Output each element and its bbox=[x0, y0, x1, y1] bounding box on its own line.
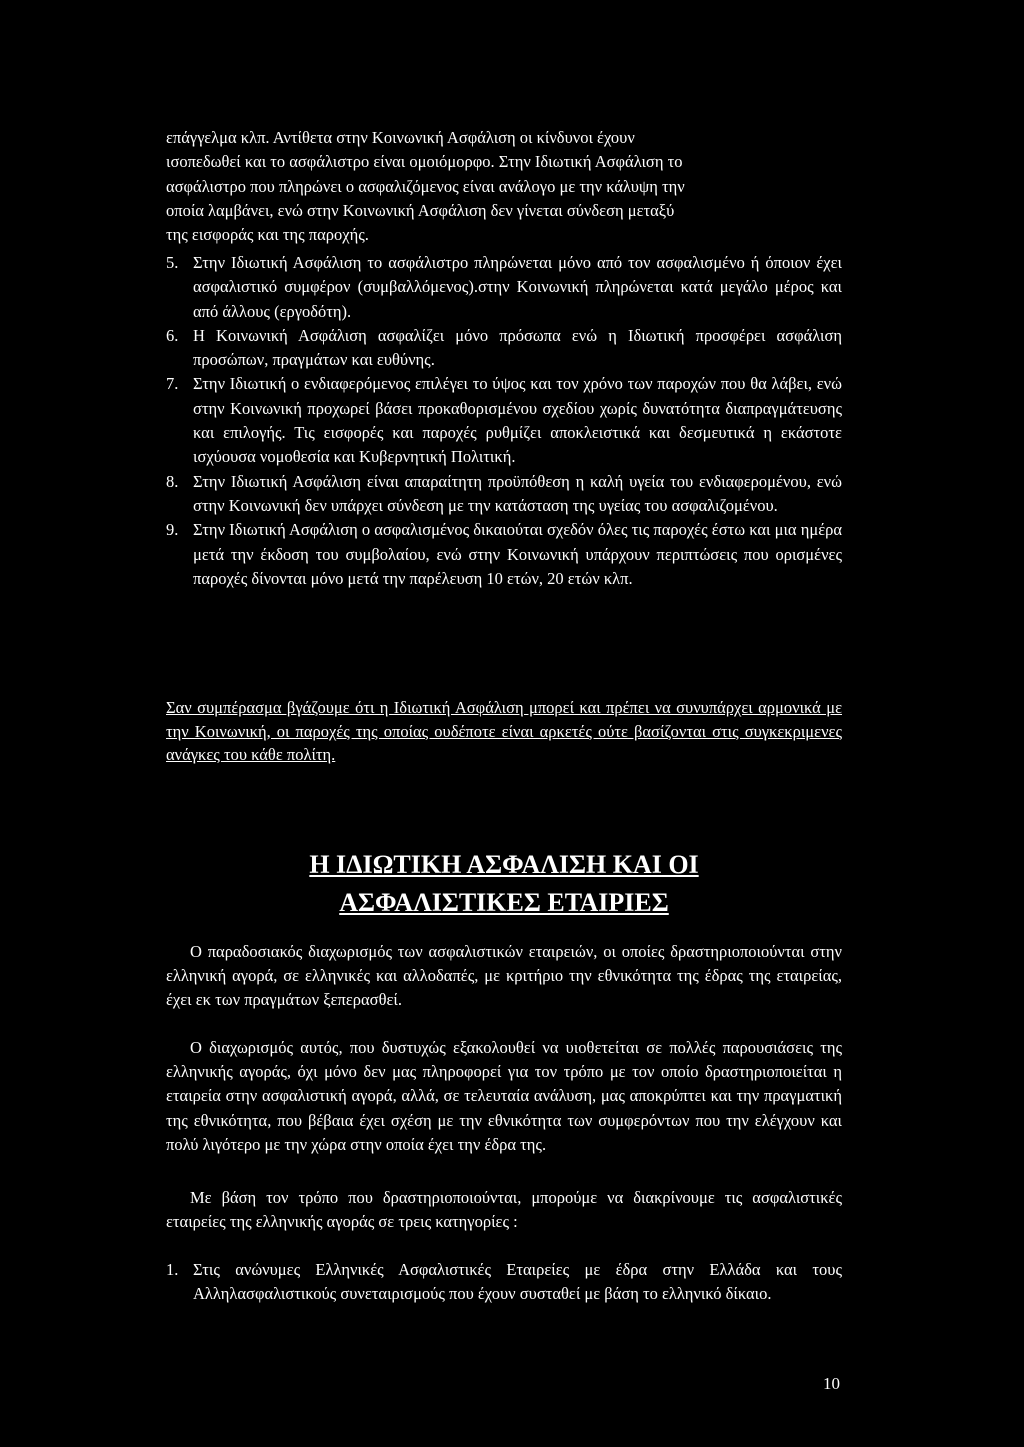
item-number: 9. bbox=[166, 520, 179, 540]
intro-line: της εισφοράς και της παροχής. bbox=[166, 225, 369, 245]
item-number: 1. bbox=[166, 1260, 179, 1279]
differences-list bbox=[166, 251, 842, 591]
item-text: Στην Ιδιωτική Ασφάλιση ο ασφαλισμένος δικαιούται σχεδόν όλες τις παροχές έστω και μια ημέρα μετά την έκδοση του συμβολαίου, ενώ στην Κοινωνική υπάρχουν περιπτώσεις που ορισμένες παροχές δίνονται μόνο μετά την παρέλευση 10 ετών, 20 ετών κλπ. bbox=[193, 520, 842, 588]
body-paragraph bbox=[166, 1036, 842, 1157]
list-item bbox=[166, 1258, 842, 1307]
paragraph-text: Ο παραδοσιακός διαχωρισμός των ασφαλιστικών εταιρειών, οι οποίες δραστηριοποιούνται στην ελληνική αγορά, σε ελληνικές και αλλοδαπές, με κριτήριο την εθνικότητα της έδρας της εταιρείας, έχει εκ των πραγμάτων ξεπερασθεί. bbox=[166, 942, 842, 1010]
heading-line: Η ΙΔΙΩΤΙΚΗ ΑΣΦΑΛΙΣΗ ΚΑΙ ΟΙ bbox=[309, 850, 699, 879]
categories-list bbox=[166, 1258, 842, 1307]
section-heading bbox=[166, 846, 842, 922]
item-text: Στις ανώνυμες Ελληνικές Ασφαλιστικές Εταιρείες με έδρα στην Ελλάδα και τους Αλληλασφαλιστικούς συνεταιρισμούς που έχουν συσταθεί με βάση το ελληνικό δίκαιο. bbox=[193, 1260, 842, 1304]
item-text: Στην Ιδιωτική ο ενδιαφερόμενος επιλέγει το ύψος και τον χρόνο των παροχών που θα λάβει, ενώ στην Κοινωνική προχωρεί βάσει προκαθορισμένου σχεδίου χωρίς δυνατότητα διαπραγμάτευσης και επιλογής. Τις εισφορές και παροχές ρυθμίζει αποκλειστικά και δεσμευτικά η εκάστοτε ισχύουσα νομοθεσία και Κυβερνητική Πολιτική. bbox=[193, 374, 842, 467]
item-number: 6. bbox=[166, 325, 179, 345]
intro-line: ισοπεδωθεί και το ασφάλιστρο είναι ομοιόμορφο. Στην Ιδιωτική Ασφάλιση το bbox=[166, 152, 683, 172]
item-text: Η Κοινωνική Ασφάλιση ασφαλίζει μόνο πρόσωπα ενώ η Ιδιωτική προσφέρει ασφάλιση προσώπων, πραγμάτων και ευθύνης. bbox=[193, 325, 842, 370]
intro-line: οποία λαμβάνει, ενώ στην Κοινωνική Ασφάλιση δεν γίνεται σύνδεση μεταξύ bbox=[166, 200, 675, 220]
item-text: Στην Ιδιωτική Ασφάλιση είναι απαραίτητη προϋπόθεση η καλή υγεία του ενδιαφερομένου, ενώ στην Κοινωνική δεν υπάρχει σύνδεση με την κατάσταση της υγείας του ασφαλιζομένου. bbox=[193, 471, 842, 515]
paragraph-text: Με βάση τον τρόπο που δραστηριοποιούνται, μπορούμε να διακρίνουμε τις ασφαλιστικές εταιρείες της ελληνικής αγοράς σε τρεις κατηγορίες : bbox=[166, 1188, 842, 1232]
body-paragraph bbox=[166, 940, 842, 1013]
list-item bbox=[166, 251, 842, 324]
list-item bbox=[166, 372, 842, 469]
item-number: 5. bbox=[166, 253, 179, 272]
intro-line: ασφάλιστρο που πληρώνει ο ασφαλιζόμενος είναι ανάλογο με την κάλυψη την bbox=[166, 176, 685, 196]
page-number: 10 bbox=[823, 1374, 840, 1393]
list-item bbox=[166, 470, 842, 519]
paragraph-text: Ο διαχωρισμός αυτός, που δυστυχώς εξακολουθεί να υιοθετείται σε πολλές παρουσιάσεις της ελληνικής αγοράς, όχι μόνο δεν μας πληροφορεί για τον τρόπο με τον οποίο δραστηριοποιείται η εταιρεία στην ασφαλιστική αγορά, αλλά, σε τελευταία ανάλυση, μας αποκρύπτει και την πραγματική της εθνικότητα, που βέβαια έχει σχέση με την εθνικότητα των συμφερόντων που την ελέγχουν και πολύ λιγότερο με την χώρα στην οποία έχει την έδρα της. bbox=[166, 1038, 842, 1154]
item-text: Στην Ιδιωτική Ασφάλιση το ασφάλιστρο πληρώνεται μόνο από τον ασφαλισμένο ή όποιον έχει ασφαλιστικό συμφέρον (συμβαλλόμενος).στην Κοινωνική πληρώνεται κατά μεγάλο μέρος και από άλλους (εργοδότη). bbox=[193, 253, 842, 321]
conclusion-paragraph: Σαν συμπέρασμα βγάζουμε ότι η Ιδιωτική Ασφάλιση μπορεί και πρέπει να συνυπάρχει αρμονικά με την Κοινωνική, οι παροχές της οποίας ουδέποτε είναι αρκετές ούτε βασίζονται στις συγκεκριμενες ανάγκες του κάθε πολίτη. bbox=[166, 698, 842, 764]
item-number: 8. bbox=[166, 471, 179, 491]
list-item bbox=[166, 518, 842, 591]
heading-line: ΑΣΦΑΛΙΣΤΙΚΕΣ ΕΤΑΙΡΙΕΣ bbox=[339, 888, 669, 917]
intro-paragraph bbox=[166, 126, 842, 247]
intro-line: επάγγελμα κλπ. Αντίθετα στην Κοινωνική Ασφάλιση οι κίνδυνοι έχουν bbox=[166, 128, 635, 147]
body-paragraph bbox=[166, 1186, 842, 1234]
item-number: 7. bbox=[166, 374, 179, 394]
list-item bbox=[166, 324, 842, 373]
